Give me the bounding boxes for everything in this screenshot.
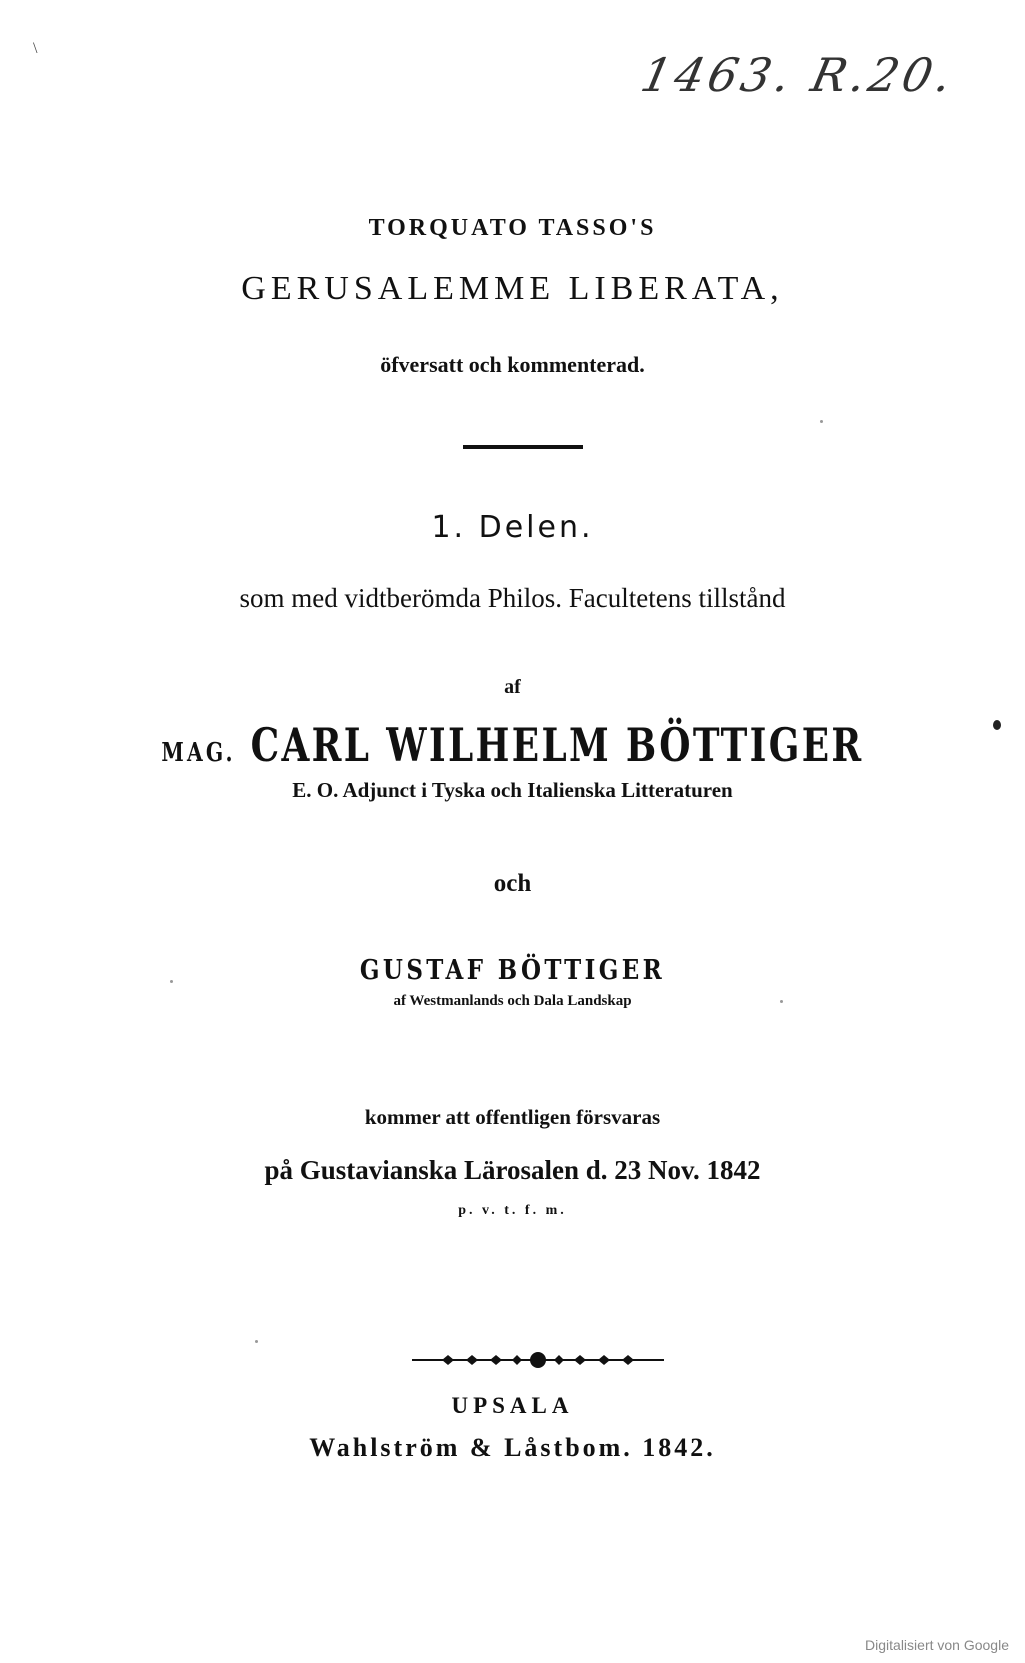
imprint-city: UPSALA <box>451 1393 574 1418</box>
person1-prefix: MAG. <box>161 738 236 768</box>
subtitle: öfversatt och kommenterad. <box>380 352 645 377</box>
ornamental-rule <box>412 1350 664 1370</box>
scan-speck <box>993 720 1001 730</box>
person2-origin: af Westmanlands och Dala Landskap <box>393 993 632 1009</box>
part-label: 1. Delen. <box>431 510 594 545</box>
venue-date-line: på Gustavianska Lärosalen d. 23 Nov. 1842 <box>264 1155 761 1185</box>
book-title: GERUSALEMME LIBERATA, <box>241 270 784 307</box>
handwritten-shelfmark: 1463. R.20. <box>636 48 961 102</box>
abbreviation-line: p. v. t. f. m. <box>458 1203 567 1218</box>
scan-speck <box>820 420 823 423</box>
och-label: och <box>493 870 532 897</box>
person2-name: GUSTAF BÖTTIGER <box>359 955 666 986</box>
corner-mark: \ <box>33 40 38 57</box>
person1-name: CARL WILHELM BÖTTIGER <box>250 718 864 772</box>
author-line: TORQUATO TASSO'S <box>368 215 657 241</box>
scan-speck <box>780 1000 783 1003</box>
person1-role: E. O. Adjunct i Tyska och Italienska Litteraturen <box>292 778 733 802</box>
permission-line: som med vidtberömda Philos. Facultetens tillstånd <box>239 583 786 613</box>
defence-line: kommer att offentligen försvaras <box>364 1105 661 1129</box>
scan-speck <box>170 980 173 983</box>
af-label: af <box>504 676 521 698</box>
title-divider <box>463 445 583 449</box>
scan-speck <box>255 1340 258 1343</box>
digitization-watermark: Digitalisiert von Google <box>865 1637 1009 1653</box>
imprint-printer: Wahlström & Låstbom. 1842. <box>309 1433 716 1462</box>
person1-line <box>113 718 913 772</box>
